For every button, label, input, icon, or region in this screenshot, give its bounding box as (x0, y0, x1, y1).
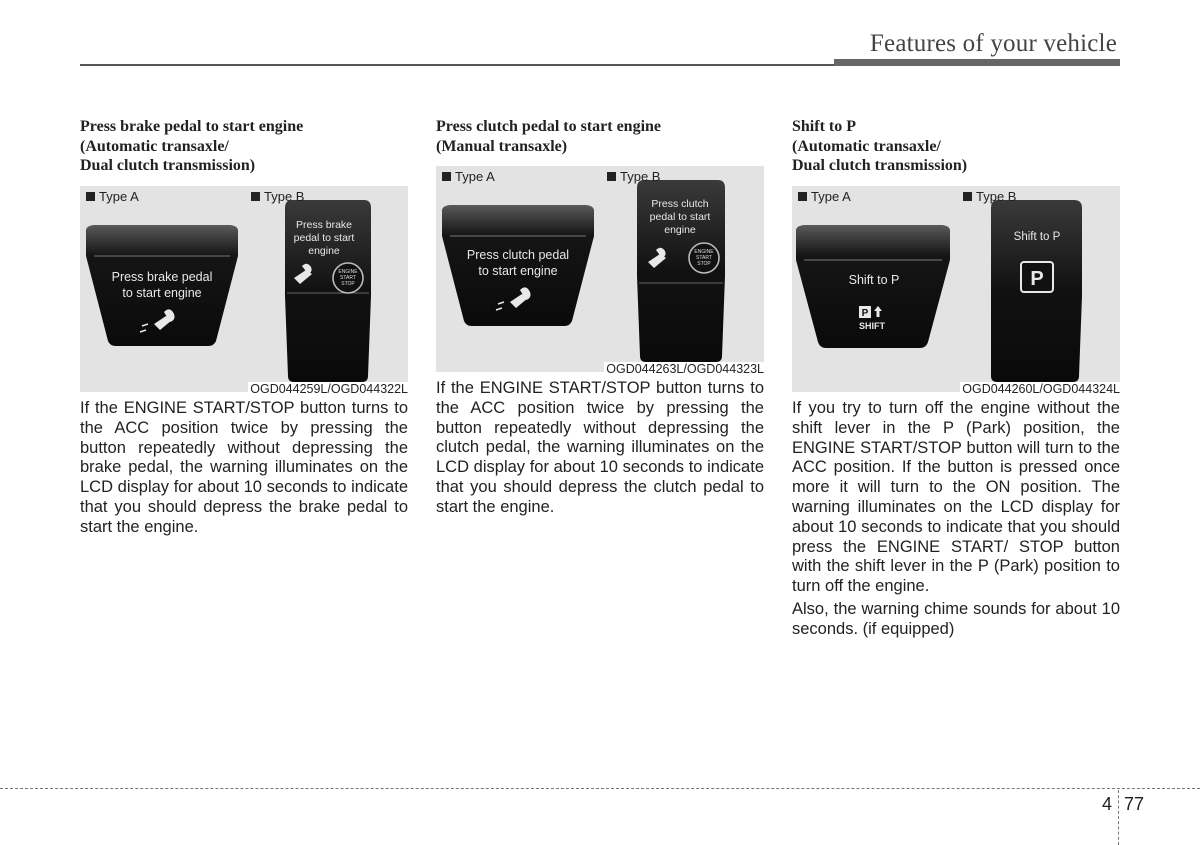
figure-code: OGD044263L/OGD044323L (606, 362, 764, 376)
section-heading: Press brake pedal to start engine (Automatic transaxle/ Dual clutch transmission) (80, 118, 304, 174)
warning-message-b-line-1: Press clutch (651, 198, 709, 210)
warning-message-b-line-2: pedal to start (293, 232, 355, 244)
figure-label-type-b: Type B (251, 189, 304, 204)
figure-shift-to-p (792, 186, 1120, 396)
figure-code: OGD044260L/OGD044324L (962, 382, 1120, 396)
footer-dashed-rule (0, 788, 1200, 789)
warning-message-b-line-1: Press brake (295, 219, 353, 231)
figure-code: OGD044259L/OGD044322L (250, 382, 408, 396)
warning-message-a-line-2: to start engine (122, 286, 202, 300)
svg-text:P: P (1030, 268, 1044, 290)
svg-text:START: START (340, 275, 356, 281)
section-heading: Shift to P (Automatic transaxle/ Dual clutch transmission) (792, 118, 968, 174)
figure-label-type-a: Type A (798, 189, 851, 204)
park-p-icon (1021, 262, 1053, 292)
running-header-title: Features of your vehicle (869, 30, 1117, 57)
figure-clutch-pedal (436, 166, 764, 376)
page-number: 77 (1124, 794, 1145, 814)
figure-label-type-b: Type B (963, 189, 1016, 204)
engine-start-stop-button-icon (689, 243, 719, 273)
header-rule (80, 64, 834, 66)
section-brake-pedal (80, 117, 408, 538)
warning-message-b-line-3: engine (664, 224, 696, 236)
svg-text:STOP: STOP (341, 281, 355, 287)
chapter-number: 4 (1102, 794, 1113, 814)
lcd-illustration (80, 186, 408, 392)
warning-message-b-line-3: engine (308, 245, 340, 257)
svg-text:STOP: STOP (697, 261, 711, 267)
footer-vertical-rule (1118, 790, 1119, 845)
figure-brake-pedal (80, 186, 408, 396)
body-paragraph: Also, the warning chime sounds for about 10 seconds. (if equipped) (792, 599, 1120, 638)
header-bar (834, 59, 1120, 66)
svg-text:ENGINE: ENGINE (338, 269, 358, 275)
warning-message-a-line-2: to start engine (478, 264, 558, 278)
body-paragraph: If you try to turn off the engine without the shift lever in the P (Park) position, the ENGINE START/STOP button will turn to the ACC position. If the button is pressed once more it will turn to the ON position. The warning illuminates on the LCD display for about 10 seconds to indicate that you should press the ENGINE START/ STOP button with the shift lever in the P (Park) position to turn off the engine. (792, 399, 1120, 596)
engine-start-stop-button-icon (333, 263, 363, 293)
lcd-illustration (436, 166, 764, 372)
svg-text:P: P (861, 308, 869, 319)
svg-text:SHIFT: SHIFT (859, 321, 885, 331)
warning-message-b-line-2: pedal to start (649, 211, 711, 223)
svg-text:ENGINE: ENGINE (694, 249, 714, 255)
section-clutch-pedal (436, 117, 764, 518)
warning-message-a: Shift to P (848, 273, 900, 287)
warning-message-a-line-1: Press clutch pedal (466, 248, 570, 262)
body-paragraph: If the ENGINE START/STOP button turns to the ACC position twice by pressing the button repeatedly without depressing the brake pedal, the warning illuminates on the LCD display for about 10 seconds to indicate that you should depress the brake pedal to start the engine. (80, 399, 408, 536)
lcd-illustration (792, 186, 1120, 392)
svg-text:START: START (696, 255, 712, 261)
warning-message-a-line-1: Press brake pedal (111, 270, 213, 284)
figure-label-type-b: Type B (607, 169, 660, 184)
section-shift-to-p (792, 117, 1120, 640)
warning-message-b: Shift to P (1013, 231, 1061, 243)
section-heading: Press clutch pedal to start engine (Manual transaxle) (436, 118, 662, 155)
figure-label-type-a: Type A (86, 189, 139, 204)
figure-label-type-a: Type A (442, 169, 495, 184)
body-paragraph: If the ENGINE START/STOP button turns to the ACC position twice by pressing the button repeatedly without depressing the clutch pedal, the warning illuminates on the LCD display for about 10 seconds to indicate that you should depress the clutch pedal to start the engine. (436, 379, 764, 516)
